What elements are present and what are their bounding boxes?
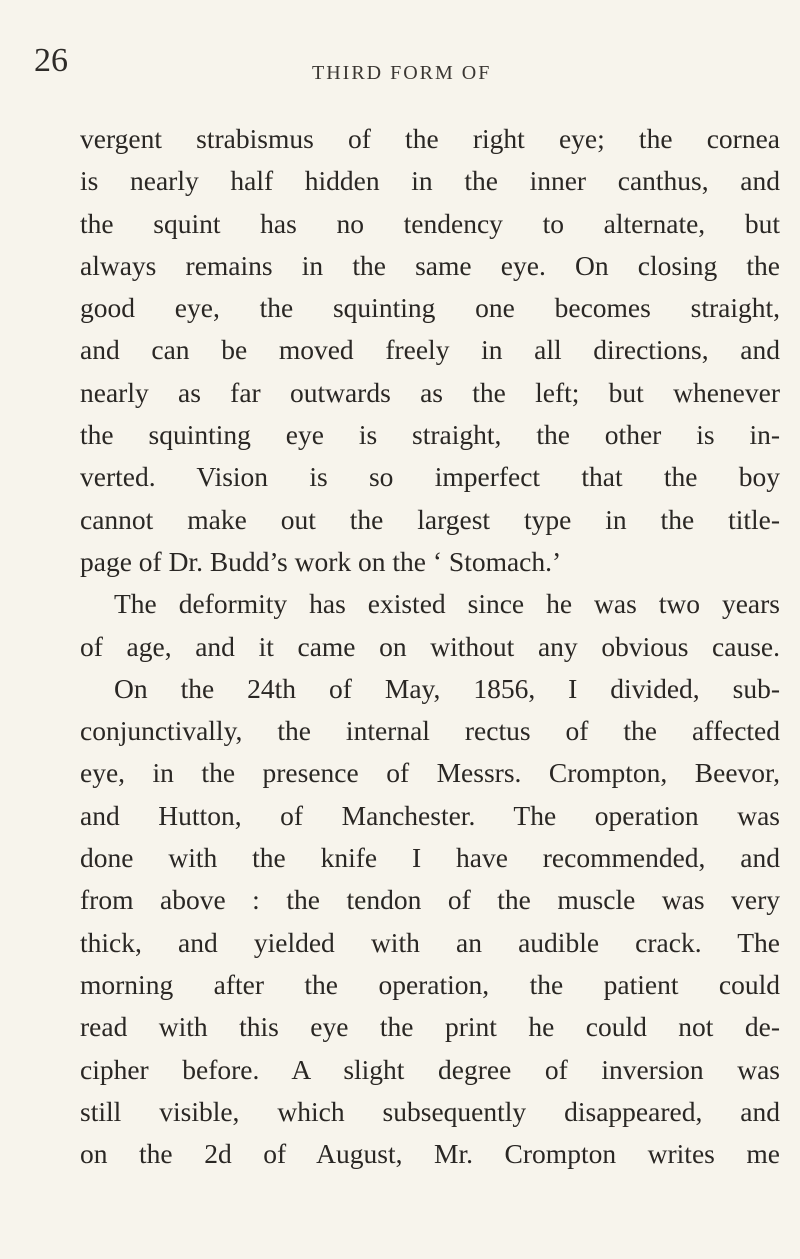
text-line: on the 2d of August, Mr. Crompton writes me [80, 1138, 780, 1170]
text-line: eye, in the presence of Messrs. Crompton, Beevor, [80, 757, 780, 789]
text-line: and Hutton, of Manchester. The operation was [80, 799, 780, 831]
text-line: nearly as far outwards as the left; but whenever [80, 376, 780, 408]
text-line: of age, and it came on without any obvious cause. [80, 630, 780, 662]
text-line: cannot make out the largest type in the title- [80, 503, 780, 535]
text-line: done with the knife I have recommended, and [80, 842, 780, 874]
text-line: read with this eye the print he could not de- [80, 1011, 780, 1043]
text-line: always remains in the same eye. On closing the [80, 249, 780, 281]
text-line: On the 24th of May, 1856, I divided, sub- [114, 672, 780, 704]
text-line: the squint has no tendency to alternate, but [80, 207, 780, 239]
text-line: from above : the tendon of the muscle was very [80, 884, 780, 916]
text-line: vergent strabismus of the right eye; the cornea [80, 123, 780, 154]
text-line: thick, and yielded with an audible crack. The [80, 926, 780, 958]
text-line: conjunctivally, the internal rectus of the affected [80, 715, 780, 747]
text-line: good eye, the squinting one becomes straight, [80, 292, 780, 324]
text-line: page of Dr. Budd’s work on the ‘ Stomach.’ [80, 545, 562, 577]
text-line: and can be moved freely in all directions, and [80, 334, 780, 366]
text-line: cipher before. A slight degree of inversion was [80, 1053, 780, 1085]
page-number: 26 [34, 42, 68, 79]
text-line: the squinting eye is straight, the other is in- [80, 419, 780, 451]
text-line: still visible, which subsequently disappeared, and [80, 1095, 780, 1127]
text-line: The deformity has existed since he was two years [114, 588, 780, 620]
text-line: is nearly half hidden in the inner canthus, and [80, 165, 780, 197]
text-line: verted. Vision is so imperfect that the boy [80, 461, 780, 493]
running-head: THIRD FORM OF [312, 62, 492, 84]
text-line: morning after the operation, the patient could [80, 968, 780, 1000]
body-text [80, 118, 780, 1175]
